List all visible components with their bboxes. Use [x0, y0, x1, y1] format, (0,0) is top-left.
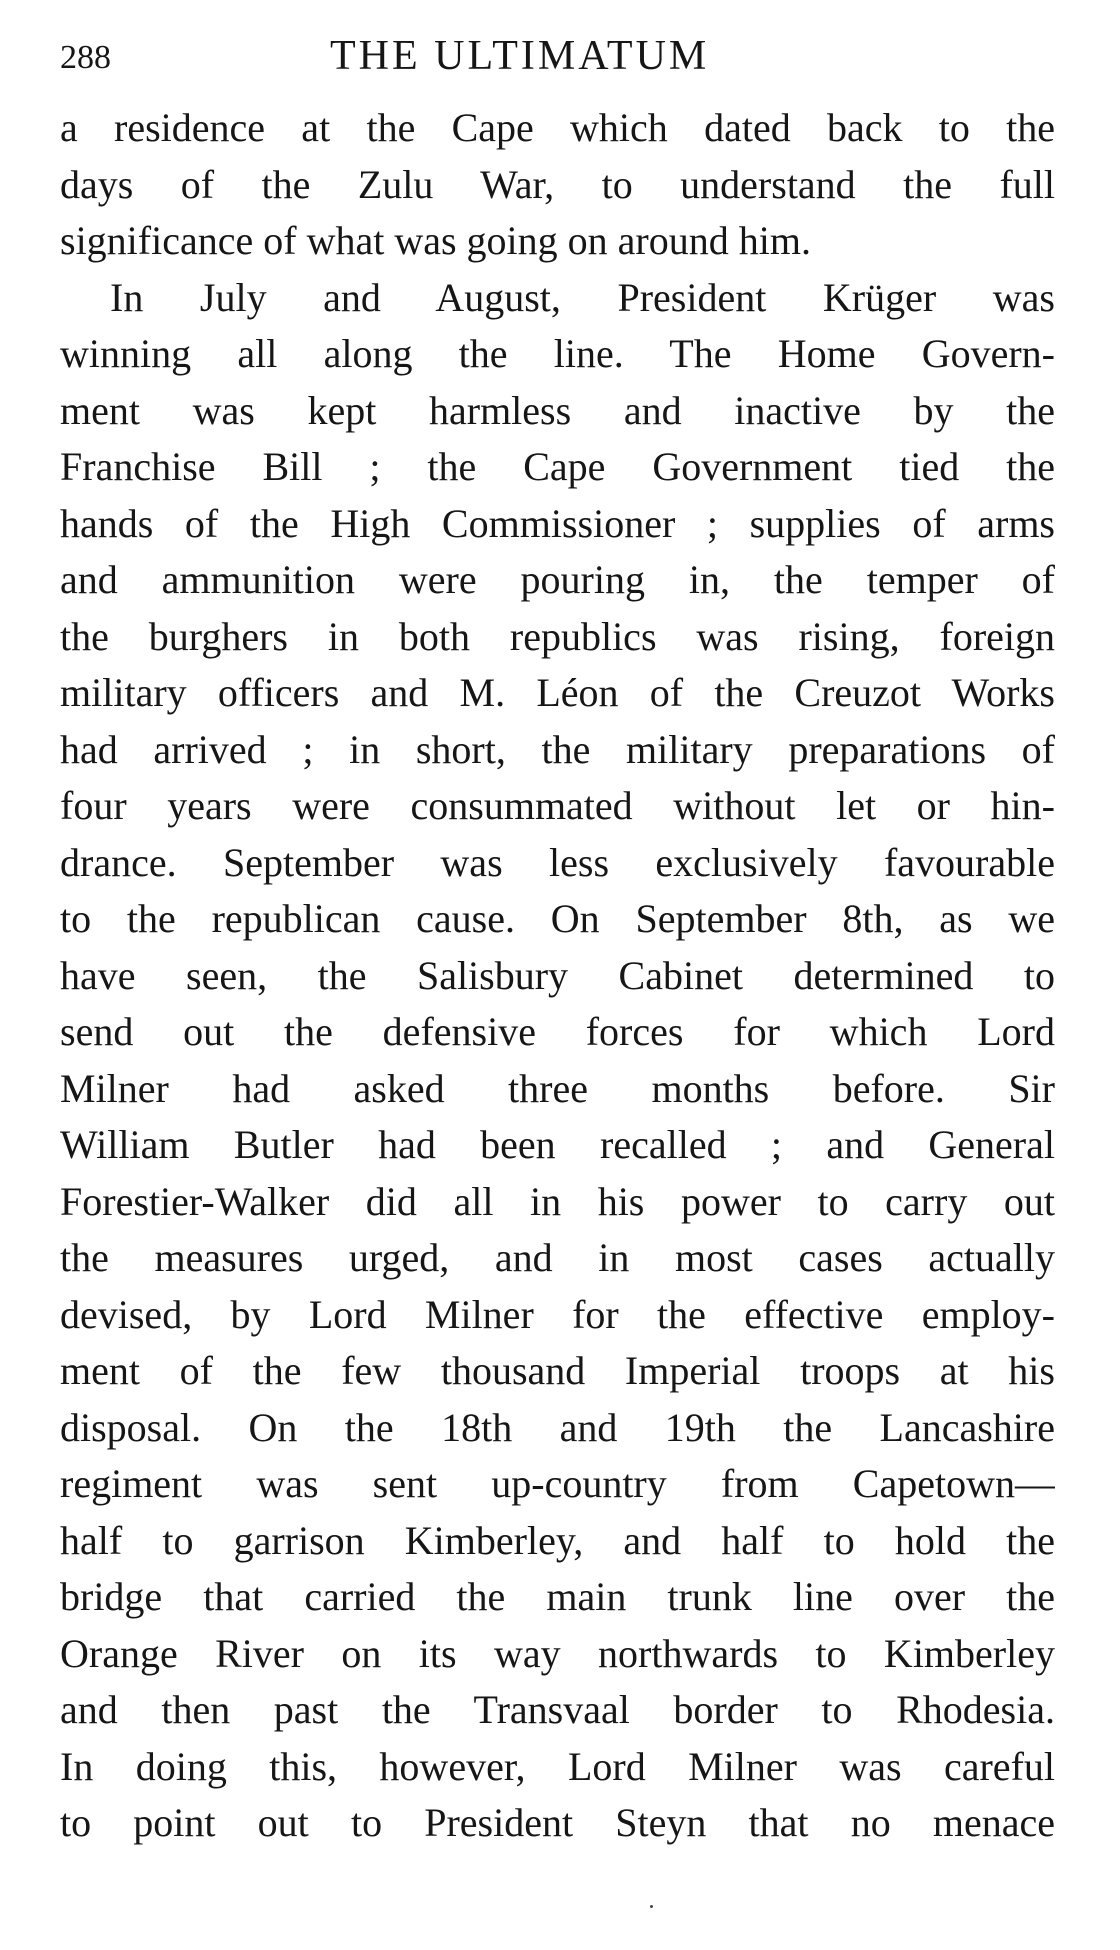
text-line: Forestier-Walker did all in his power to carry out	[60, 1178, 1055, 1224]
text-line: to the republican cause. On September 8th, as we	[60, 896, 1055, 941]
text-line: devised, by Lord Milner for the effective employ-	[60, 1291, 1055, 1337]
text-line: William Butler had been recalled ; and General	[60, 1122, 1055, 1167]
text-line: drance. September was less exclusively favourable	[60, 839, 1055, 885]
text-line: half to garrison Kimberley, and half to hold the	[60, 1517, 1055, 1563]
print-speck	[650, 1905, 653, 1908]
text-line: ment of the few thousand Imperial troops at his	[60, 1348, 1055, 1393]
text-line: and then past the Transvaal border to Rhodesia.	[60, 1687, 1055, 1732]
paragraph-start-line: In July and August, President Krüger was	[110, 274, 1055, 320]
text-line: a residence at the Cape which dated back to the	[60, 105, 1055, 150]
text-line: military officers and M. Léon of the Creuzot Works	[60, 670, 1055, 715]
text-line: the measures urged, and in most cases actually	[60, 1235, 1055, 1280]
text-line: days of the Zulu War, to understand the full	[60, 161, 1055, 207]
text-line: Orange River on its way northwards to Kimberley	[60, 1630, 1055, 1676]
page-number: 288	[60, 39, 111, 76]
text-line: In doing this, however, Lord Milner was careful	[60, 1743, 1055, 1789]
text-line: send out the defensive forces for which Lord	[60, 1009, 1055, 1054]
text-line: winning all along the line. The Home Govern-	[60, 331, 1055, 376]
body-text	[60, 100, 1055, 1852]
running-title: THE ULTIMATUM	[330, 33, 710, 79]
text-line: Milner had asked three months before. Sir	[60, 1065, 1055, 1111]
text-line: regiment was sent up-country from Capetown—	[60, 1461, 1055, 1506]
text-line: ment was kept harmless and inactive by the	[60, 387, 1055, 433]
running-head	[60, 28, 1055, 88]
text-line: to point out to President Steyn that no menace	[60, 1800, 1055, 1845]
text-line: significance of what was going on around him.	[60, 218, 811, 263]
text-line: had arrived ; in short, the military preparations of	[60, 726, 1055, 772]
text-line: and ammunition were pouring in, the temper of	[60, 557, 1055, 602]
text-line: the burghers in both republics was rising, foreign	[60, 613, 1055, 659]
text-line: have seen, the Salisbury Cabinet determined to	[60, 952, 1055, 998]
text-line: hands of the High Commissioner ; supplies of arms	[60, 500, 1055, 546]
text-line: disposal. On the 18th and 19th the Lancashire	[60, 1404, 1055, 1450]
text-line: bridge that carried the main trunk line over the	[60, 1574, 1055, 1619]
text-line: Franchise Bill ; the Cape Government tied the	[60, 444, 1055, 489]
text-line: four years were consummated without let or hin-	[60, 783, 1055, 828]
